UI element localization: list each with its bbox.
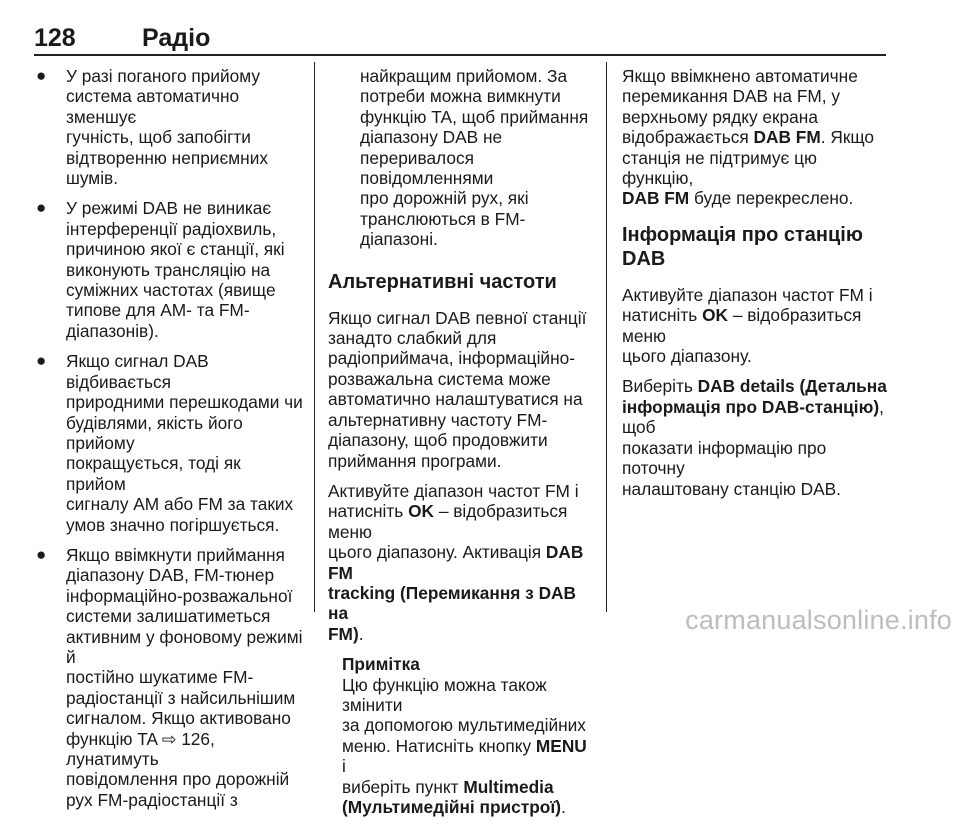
menu-label: MENU (535, 735, 587, 756)
bullet-item (34, 66, 304, 188)
note-title: Примітка (342, 654, 420, 675)
bullet-text: У режимі DAB не виникає інтерференції радіохвиль, причиною якої є станції, які виконують трансляцію на суміжних частотах (явище типове для AM- та FM- діапазонів). (66, 198, 285, 341)
bullet-item (34, 351, 304, 535)
dab-fm-tracking-label: DAB FM tracking (Перемикання з DAB на FM) (328, 542, 584, 644)
section-title: Радіо (142, 24, 211, 52)
paragraph: Активуйте діапазон частот FM і натисніть OK – відобразиться меню цього діапазону. Активація DAB FM tracking (Перемикання з DAB на FM). (328, 480, 584, 644)
ok-label: OK (702, 305, 729, 326)
dab-fm-label: DAB FM (753, 127, 821, 148)
bullet-continuation: найкращим прийомом. За потреби можна вимкнути функцію TA, щоб приймання діапазону DAB не переривалося повідомленнями про дорожній рух, які транслюються в FM-діапазоні. (360, 66, 589, 250)
bullet-text: Якщо сигнал DAB відбивається природними перешкодами чи будівлями, якість його прийому покращується, тоді як прийом сигналу AM або FM за таких умов значно погіршується. (66, 351, 303, 535)
column-divider-2 (606, 62, 607, 612)
watermark: carmanualsonline.info (685, 605, 952, 635)
heading-alternative-frequencies: Альтернативні частоти (328, 270, 557, 293)
column-divider-1 (314, 62, 315, 612)
bullet-item (34, 545, 304, 810)
dab-details-label: DAB details (Детальна інформація про DAB-станцію) (622, 376, 887, 417)
column-3 (622, 66, 892, 509)
bullet-dot: ● (36, 351, 47, 371)
multimedia-label: Multimedia (Мультимедійні пристрої) (342, 776, 561, 817)
page-number: 128 (34, 24, 76, 52)
paragraph: Якщо сигнал DAB певної станції занадто слабкий для радіоприймача, інформаційно- розважальна система може автоматично налаштуватися на альтернативну частоту FM- діапазону, щоб продовжити приймання програми. (328, 307, 587, 471)
heading-dab-station-info: Інформація про станцію DAB (622, 223, 863, 270)
column-1 (34, 66, 304, 820)
paragraph: Якщо ввімкнено автоматичне перемикання DAB на FM, у верхньому рядку екрана відображається DAB FM. Якщо станція не підтримує цю функцію, DAB FM буде перекреслено. (622, 66, 875, 209)
paragraph: Активуйте діапазон частот FM і натисніть OK – відобразиться меню цього діапазону. (622, 284, 873, 367)
ok-label: OK (408, 501, 435, 522)
note-text: Цю функцію можна також змінити за допомогою мультимедійних меню. Натисніть кнопку MENU і виберіть пункт Multimedia (Мультимедійні пристрої). (342, 674, 587, 817)
page-header (34, 22, 886, 56)
bullet-dot: ● (36, 198, 47, 218)
bullet-item (34, 198, 304, 341)
dab-fm-label: DAB FM (622, 188, 690, 209)
column-2 (328, 66, 594, 827)
bullet-text: У разі поганого прийому система автоматично зменшує гучність, щоб запобігти відтворенню неприємних шумів. (66, 66, 268, 189)
bullet-dot: ● (36, 544, 47, 564)
paragraph: Виберіть DAB details (Детальна інформація про DAB-станцію), щоб показати інформацію про поточну налаштовану станцію DAB. (622, 376, 887, 499)
bullet-text: Якщо ввімкнути приймання діапазону DAB, FM-тюнер інформаційно-розважальної системи залишатиметься активним у фоновому режимі й постійно шукатиме FM- радіостанції з найсильнішим сигналом. Якщо активовано функцію TA ⇨ 126, лунатимуть повідомлення про дорожній рух FM-радіостанції з (66, 544, 303, 810)
note-block (328, 654, 594, 817)
bullet-dot: ● (36, 66, 47, 85)
